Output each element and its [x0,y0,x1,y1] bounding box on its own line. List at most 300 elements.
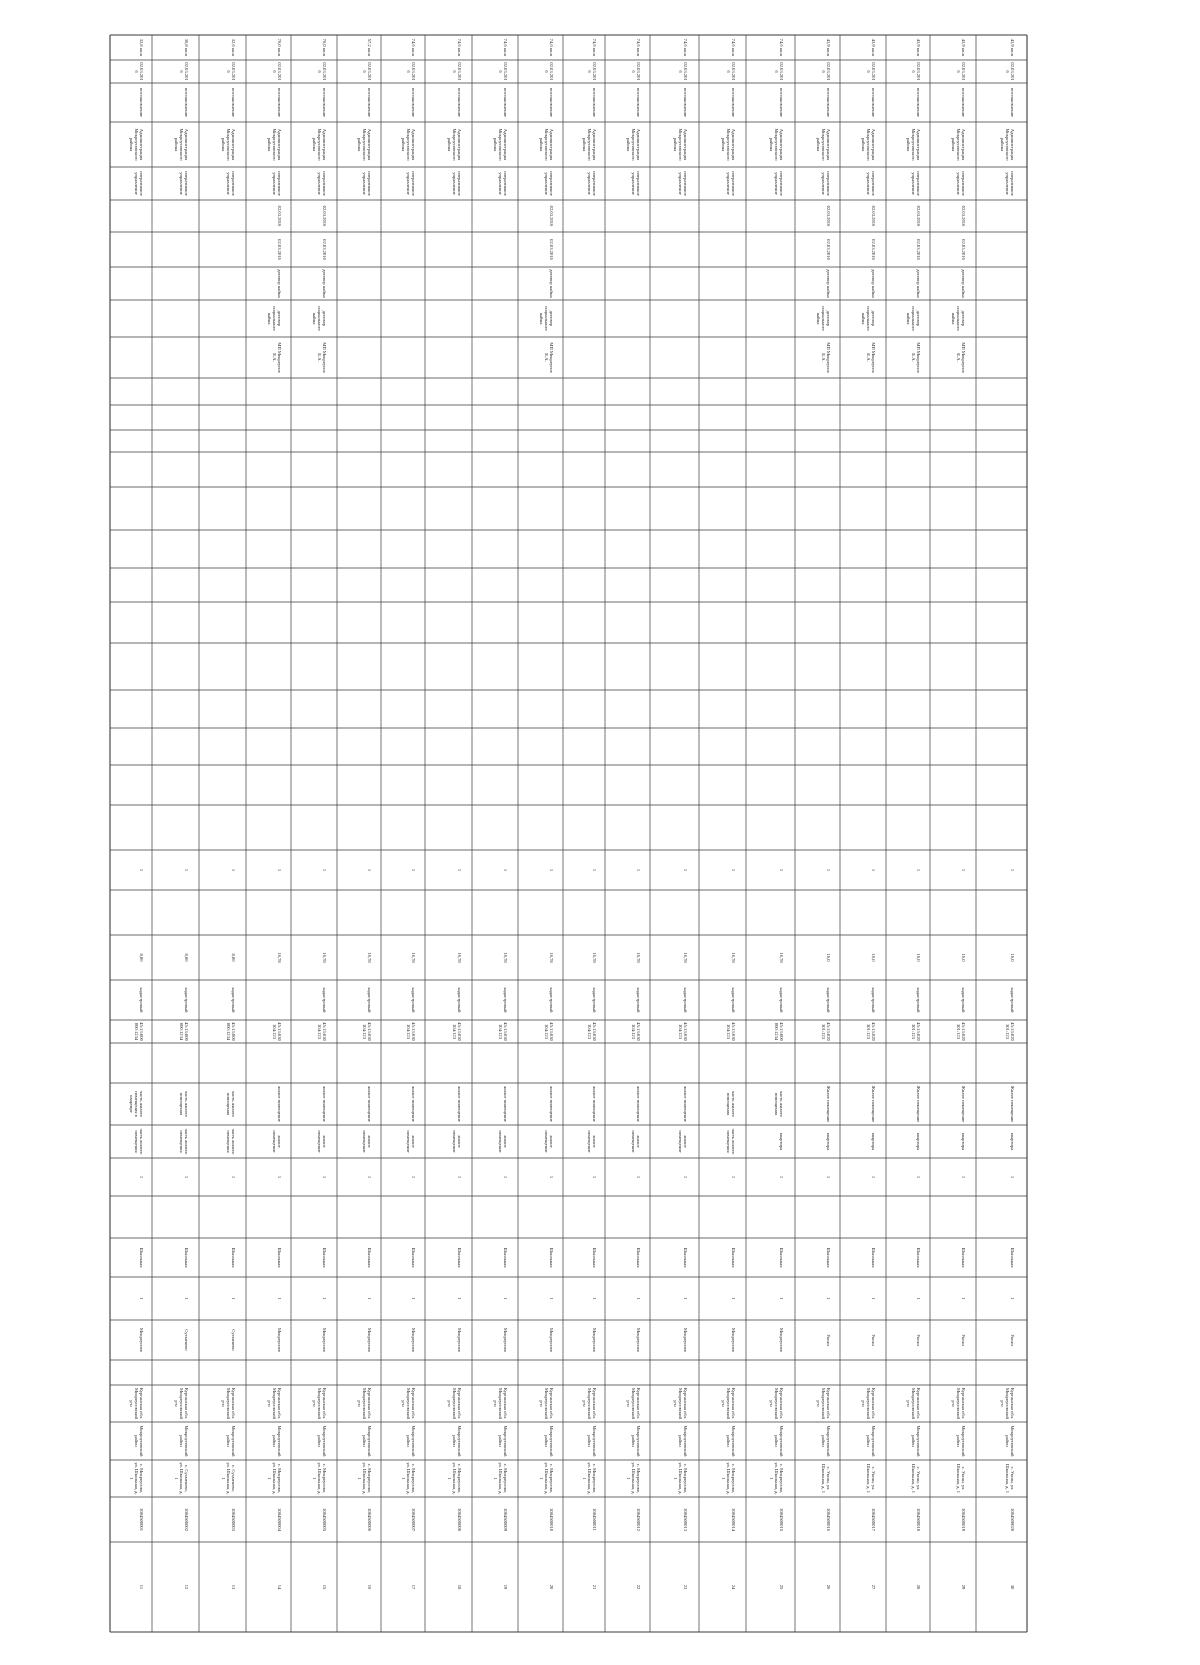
cell-cad-number: 45:13:030104:123 [498,1022,508,1041]
cell-purpose: часть жилого помещения в квартире [129,1091,144,1117]
cell-date: 02.03.2016 [362,62,372,81]
cell-right: оперативное управление [271,171,282,196]
cell-object: часть жилого помещения [134,1128,144,1155]
cell-full-address: с. Мокроусово, ул. Школьная, д. 1 [625,1462,641,1495]
cell-right: оперативное управление [362,171,372,196]
cell-settlement: Сухменево [230,1329,236,1351]
cell-full-address: с. Мокроусово, ул. Школьная, д. 1 [312,1462,327,1495]
cell-street: Школьная [825,1247,831,1268]
cell-date: 02.03.2016 [820,62,831,81]
cell-basis: постановление [411,87,416,118]
cell-settlement: Мокроусово [456,1328,462,1352]
cell-holder: Администрация Мокроусовского района [220,128,236,161]
cell-reg-number: 1084500019 [961,1508,966,1531]
cell-right: оперативное управление [677,171,688,196]
cell-purpose: жилое помещение [503,1086,508,1122]
cell-basis: постановление [183,87,189,118]
cell-value: 16,78 [322,952,327,963]
cell-region: Мокроусовский район [134,1425,144,1457]
cell-reg-number: 1084500002 [183,1508,189,1531]
cell-value: 16,0 [1009,953,1015,962]
cell-enc-doc: договор социального найма [951,306,966,331]
cell-full-address: с. Мокроусово, ул. Школьная, д. 1 [720,1462,736,1495]
cell-house: 1 [682,1297,688,1300]
cell-area: 74,6 кв.м [778,38,784,57]
cell-enc-doc: договор социального найма [815,306,831,331]
cell-enc-person: МП Мокроусов Е.А. [956,342,966,373]
cell-apt: 1 [411,1175,416,1179]
cell-floor: 1 [1009,868,1015,872]
cell-street: Школьная [682,1247,688,1268]
cell-right: оперативное управление [1004,171,1015,196]
cell-enc-person: МП Мокроусов Е.А. [820,342,831,373]
cell-holder: Администрация Мокроусовского района [999,128,1015,161]
cell-object: жилое помещение [498,1130,508,1153]
cell-row-number: 16 [367,1584,372,1590]
cell-basis: постановление [730,87,736,118]
cell-address: Курганская обл. Мокроусовский р-н [357,1387,372,1420]
cell-enc-type: договор найма [916,269,921,298]
cell-date: 02.03.2016 [498,62,508,81]
cell-street: Школьная [1009,1247,1015,1268]
cell-enc-date2: 02.03.2016 [961,239,966,260]
cell-enc-date: 02.03.2016 [548,205,554,227]
cell-right: оперативное управление [820,171,831,196]
cell-cad-status: кадастровый [825,987,831,1013]
cell-value: 16,78 [548,952,554,963]
cell-floor: 1 [635,868,641,872]
cell-apt: 1 [139,1175,144,1179]
cell-house: 1 [825,1297,831,1300]
cell-cad-number: 45:13:030104:123 [406,1022,416,1041]
cell-street: Школьная [961,1247,966,1268]
cell-row-number: 15 [322,1584,327,1590]
cell-house: 1 [503,1297,508,1300]
cell-purpose: жилое помещение [592,1086,597,1122]
cell-reg-number: 1084500020 [1009,1508,1015,1531]
cell-cad-status: кадастровый [367,987,372,1013]
cell-date: 02.03.2016 [956,62,966,81]
cell-holder: Администрация Мокроусовского района [401,128,416,161]
cell-reg-number: 1084500013 [682,1508,688,1531]
cell-cad-status: кадастровый [635,987,641,1013]
cell-floor: 1 [825,868,831,872]
cell-area: 43,9 кв.м [916,38,921,57]
cell-cad-status: кадастровый [503,987,508,1013]
cell-apt: 1 [503,1175,508,1179]
cell-floor: 1 [916,868,921,872]
cell-object: квартира [1009,1132,1015,1151]
cell-cad-status: кадастровый [183,987,189,1013]
cell-cad-number: 45:13:030104:123 [725,1022,736,1041]
cell-object: квартира [778,1132,784,1151]
cell-cad-status: кадастровый [730,987,736,1013]
cell-settlement: Уксян [961,1334,966,1346]
cell-region: Мокроусовский район [677,1425,688,1457]
cell-settlement: Мокроусово [548,1328,554,1352]
cell-settlement: Уксян [871,1334,876,1346]
cell-house: 1 [730,1297,736,1300]
cell-purpose: жилое помещение [322,1086,327,1122]
cell-cad-number: 45:13:030104:123 [362,1022,372,1041]
cell-address: Курганская обл. Мокроусовский р-н [768,1387,784,1420]
cell-holder: Администрация Мокроусовского района [768,128,784,161]
cell-full-address: с. Сухменево, ул. Школьная, д. 1 [220,1462,236,1495]
cell-full-address: с. Мокроусово, ул. Школьная, д. 1 [446,1462,462,1495]
cell-row-number: 14 [276,1584,282,1590]
cell-date: 02.03.2016 [543,62,554,81]
cell-address: Курганская обл. Мокроусовский р-н [672,1387,688,1420]
cell-settlement: Мокроусово [276,1328,282,1352]
cell-purpose: жилое помещение [367,1086,372,1122]
cell-date: 02.03.2016 [225,62,236,81]
cell-address: Курганская обл. Мокроусовский р-н [493,1387,508,1420]
cell-street: Школьная [503,1247,508,1268]
cell-value: 16,78 [778,952,784,963]
cell-enc-doc: договор социального найма [312,306,327,331]
cell-cad-status: кадастровый [322,987,327,1013]
cell-address: Курганская обл. Мокроусовский р-н [220,1387,236,1420]
cell-apt: 1 [916,1175,921,1179]
cell-date: 02.03.2016 [271,62,282,81]
cell-cad-number: 45:13:020301:123 [911,1022,921,1041]
cell-cad-number: 45:13:030104:123 [587,1022,597,1041]
cell-area: 32,8 кв.м [139,38,144,57]
cell-floor: 1 [276,868,282,872]
cell-address: Курганская обл. Мокроусовский р-н [625,1387,641,1420]
cell-area: 43,9 кв.м [961,38,966,57]
cell-full-address: с. Мокроусово, ул. Школьная, д. 1 [401,1462,416,1495]
cell-holder: Администрация Мокроусовского района [129,128,144,161]
cell-basis: постановление [871,87,876,118]
cell-address: Курганская обл. Мокроусовский р-н [720,1387,736,1420]
cell-basis: постановление [456,87,462,118]
cell-cad-number: 45:13:020301:123 [1004,1022,1015,1041]
cell-row-number: 27 [871,1584,876,1590]
cell-apt: 1 [778,1175,784,1179]
cell-cad-status: кадастровый [961,987,966,1013]
cell-settlement: Мокроусово [322,1328,327,1352]
cell-object: квартира [916,1132,921,1151]
cell-object: жилое помещение [271,1130,282,1153]
cell-purpose: Жилое помещение [825,1085,831,1123]
cell-holder: Администрация Мокроусовского района [861,128,876,161]
cell-settlement: Уксян [916,1334,921,1346]
cell-apt: 1 [367,1175,372,1179]
cell-settlement: Мокроусово [411,1328,416,1352]
cell-basis: постановление [230,87,236,118]
cell-right: оперативное управление [866,171,876,196]
cell-date: 02.03.2016 [866,62,876,81]
cell-street: Школьная [230,1247,236,1268]
cell-purpose: часть жилого помещения [725,1091,736,1117]
cell-cad-number: 45:13:030104:123 [317,1022,327,1041]
cell-floor: 1 [367,868,372,872]
cell-right: оперативное управление [630,171,641,196]
cell-cad-status: кадастровый [230,987,236,1013]
cell-address: Курганская обл. Мокроусовский р-н [129,1387,144,1420]
cell-right: оперативное управление [543,171,554,196]
cell-enc-date2: 02.03.2016 [322,239,327,260]
cell-right: оперативное управление [911,171,921,196]
cell-date: 02.03.2016 [773,62,784,81]
cell-value: 16,78 [276,952,282,963]
cell-purpose: Жилое помещение [961,1085,966,1123]
cell-full-address: с. Мокроусово, ул. Школьная, д. 1 [266,1462,282,1495]
cell-purpose: часть жилого помещения [178,1091,189,1117]
cell-right: оперативное управление [406,171,416,196]
cell-house: 1 [778,1297,784,1300]
cell-floor: 1 [139,868,144,872]
cell-address: Курганская обл. Мокроусовский р-н [815,1387,831,1420]
cell-region: Мокроусовский район [451,1425,462,1457]
cell-value: 16,0 [871,953,876,962]
cell-enc-person: МП Мокроусов Е.А. [866,342,876,373]
cell-row-number: 25 [778,1584,784,1590]
cell-street: Школьная [367,1247,372,1268]
cell-row-number: 30 [1009,1584,1015,1590]
cell-house: 1 [871,1297,876,1300]
cell-settlement: Мокроусово [682,1328,688,1352]
cell-holder: Администрация Мокроусовского района [493,128,508,161]
cell-basis: постановление [322,87,327,118]
cell-cad-status: кадастровый [411,987,416,1013]
cell-object: жилое помещение [630,1130,641,1153]
cell-basis: постановление [825,87,831,118]
cell-street: Школьная [276,1247,282,1268]
cell-region: Мокроусовский район [820,1425,831,1457]
cell-region: Мокроусовский район [225,1425,236,1457]
cell-reg-number: 1084500017 [871,1508,876,1531]
cell-area: 36,8 кв.м [183,38,189,57]
cell-date: 02.03.2016 [911,62,921,81]
cell-holder: Администрация Мокроусовского района [538,128,554,161]
cell-enc-date: 02.03.2016 [916,205,921,227]
cell-apt: 1 [456,1175,462,1179]
cell-date: 02.03.2016 [451,62,462,81]
cell-full-address: с. Уксян, ул. Школьная, д. 1 [911,1463,921,1494]
cell-house: 1 [1009,1297,1015,1300]
cell-enc-date2: 02.03.2016 [825,239,831,260]
cell-value: 16,0 [961,953,966,962]
cell-row-number: 20 [548,1584,554,1590]
cell-value: 16,78 [682,952,688,963]
cell-enc-type: договор найма [825,269,831,298]
cell-holder: Администрация Мокроусовского района [357,128,372,161]
cell-cad-number: 45:13:020301:123 [956,1022,966,1041]
cell-reg-number: 1084500005 [322,1508,327,1531]
cell-enc-type: договор найма [276,269,282,298]
cell-house: 1 [592,1297,597,1300]
cell-reg-number: 1084500016 [825,1508,831,1531]
cell-street: Школьная [778,1247,784,1268]
cell-value: 16,78 [503,952,508,963]
cell-settlement: Уксян [825,1334,831,1346]
cell-street: Школьная [183,1247,189,1268]
cell-basis: постановление [592,87,597,118]
cell-street: Школьная [411,1247,416,1268]
cell-settlement: Мокроусово [635,1328,641,1352]
cell-basis: постановление [276,87,282,118]
cell-value: 16,78 [635,952,641,963]
cell-value: 16,0 [916,953,921,962]
cell-row-number: 23 [682,1584,688,1590]
cell-cad-number: 45:13:030104:123 [271,1022,282,1041]
cell-street: Школьная [730,1247,736,1268]
cell-floor: 1 [682,868,688,872]
cell-full-address: с. Уксян, ул. Школьная, д. 1 [1004,1463,1015,1494]
cell-full-address: с. Мокроусово, ул. Школьная, д. 1 [129,1462,144,1495]
cell-row-number: 21 [592,1584,597,1590]
cell-basis: постановление [367,87,372,118]
cell-region: Мокроусовский район [911,1425,921,1457]
cell-reg-number: 1084500015 [778,1508,784,1531]
cell-holder: Администрация Мокроусовского района [951,128,966,161]
cell-cad-status: кадастровый [778,987,784,1013]
cell-holder: Администрация Мокроусовского района [720,128,736,161]
cell-cad-status: кадастровый [139,987,144,1013]
cell-row-number: 22 [635,1584,641,1590]
cell-floor: 1 [456,868,462,872]
cell-area: 74,6 кв.м [411,38,416,57]
cell-region: Мокроусовский район [1004,1425,1015,1457]
cell-holder: Администрация Мокроусовского района [625,128,641,161]
cell-basis: постановление [916,87,921,118]
cell-row-number: 29 [961,1584,966,1590]
cell-row-number: 19 [503,1584,508,1590]
cell-region: Мокроусовский район [630,1425,641,1457]
cell-reg-number: 1084500004 [276,1508,282,1531]
cell-basis: постановление [635,87,641,118]
cell-enc-date2: 02.03.2016 [916,239,921,260]
cell-area: 43,9 кв.м [1009,38,1015,57]
cell-date: 02.03.2016 [317,62,327,81]
cell-object: жилое помещение [406,1130,416,1153]
cell-area: 43,9 кв.м [871,38,876,57]
cell-right: оперативное управление [225,171,236,196]
cell-purpose: жилое помещение [635,1086,641,1122]
cell-street: Школьная [322,1247,327,1268]
cell-basis: постановление [548,87,554,118]
cell-area: 74,6 кв.м [548,38,554,57]
cell-cad-status: кадастровый [682,987,688,1013]
cell-full-address: с. Уксян, ул. Школьная, д. 1 [956,1463,966,1494]
cell-address: Курганская обл. Мокроусовский р-н [312,1387,327,1420]
cell-holder: Администрация Мокроусовского района [173,128,189,161]
cell-enc-date: 02.03.2016 [825,205,831,227]
cell-date: 02.03.2016 [630,62,641,81]
cell-house: 1 [916,1297,921,1300]
cell-row-number: 28 [916,1584,921,1590]
cell-cad-number: 45:13:000000:1234 [225,1022,236,1041]
cell-apt: 1 [730,1175,736,1179]
cell-value: 16,78 [592,952,597,963]
cell-full-address: с. Мокроусово, ул. Школьная, д. 1 [582,1462,597,1495]
cell-region: Мокроусовский район [773,1425,784,1457]
cell-purpose: часть жилого помещения [773,1091,784,1117]
cell-date: 02.03.2016 [134,62,144,81]
cell-object: жилое помещение [317,1130,327,1153]
cell-value: 8,86 [139,953,144,962]
cell-basis: постановление [1009,87,1015,118]
cell-settlement: Мокроусово [139,1328,144,1352]
cell-object: жилое помещение [362,1130,372,1153]
cell-row-number: 18 [456,1584,462,1590]
cell-area: 74,6 кв.м [456,38,462,57]
cell-object: квартира [871,1132,876,1151]
cell-purpose: жилое помещение [456,1086,462,1122]
cell-enc-date2: 02.03.2016 [548,239,554,260]
cell-house: 1 [456,1297,462,1300]
cell-region: Мокроусовский район [866,1425,876,1457]
cell-house: 1 [322,1297,327,1300]
cell-area: 43,9 кв.м [825,38,831,57]
cell-reg-number: 1084500008 [456,1508,462,1531]
cell-purpose: жилое помещение [276,1086,282,1122]
cell-region: Мокроусовский район [317,1425,327,1457]
cell-house: 1 [230,1297,236,1300]
cell-enc-doc: договор социального найма [266,306,282,331]
cell-basis: постановление [139,87,144,118]
cell-full-address: с. Мокроусово, ул. Школьная, д. 1 [538,1462,554,1495]
cell-cad-number: 45:13:030104:123 [677,1022,688,1041]
cell-floor: 1 [503,868,508,872]
cell-right: оперативное управление [587,171,597,196]
cell-area: 32,6 кв.м [230,38,236,57]
cell-cad-number: 45:13:020301:123 [820,1022,831,1041]
cell-value: 16,78 [456,952,462,963]
cell-address: Курганская обл. Мокроусовский р-н [951,1387,966,1420]
cell-house: 1 [961,1297,966,1300]
cell-enc-person: МП Мокроусов Е.А. [317,342,327,373]
cell-cad-status: кадастровый [548,987,554,1013]
cell-date: 02.03.2016 [178,62,189,81]
cell-area: 76,0 кв.м [276,38,282,57]
cell-street: Школьная [916,1247,921,1268]
cell-area: 74,6 кв.м [503,38,508,57]
cell-floor: 1 [230,868,236,872]
cell-apt: 1 [825,1175,831,1179]
cell-value: 16,78 [411,952,416,963]
cell-area: 74,6 кв.м [730,38,736,57]
cell-object: часть жилого помещения [178,1128,189,1155]
cell-settlement: Уксян [1009,1334,1015,1346]
cell-settlement: Мокроусово [592,1328,597,1352]
cell-date: 02.03.2016 [725,62,736,81]
cell-area: 76,0 кв.м [322,38,327,57]
cell-row-number: 13 [230,1584,236,1590]
cell-cad-number: 45:13:000000:1234 [178,1022,189,1041]
cell-house: 1 [276,1297,282,1300]
cell-address: Курганская обл. Мокроусовский р-н [582,1387,597,1420]
cell-purpose: Жилое помещение [1009,1085,1015,1123]
cell-enc-type: договор найма [322,269,327,298]
cell-enc-person: МП Мокроусов Е.А. [911,342,921,373]
cell-street: Школьная [871,1247,876,1268]
cell-address: Курганская обл. Мокроусовский р-н [401,1387,416,1420]
cell-right: оперативное управление [725,171,736,196]
cell-floor: 1 [322,868,327,872]
cell-reg-number: 1084500007 [411,1508,416,1531]
cell-floor: 1 [871,868,876,872]
cell-right: оперативное управление [178,171,189,196]
cell-right: оперативное управление [773,171,784,196]
cell-cad-status: кадастровый [916,987,921,1013]
cell-address: Курганская обл. Мокроусовский р-н [446,1387,462,1420]
cell-apt: 1 [592,1175,597,1179]
cell-apt: 1 [230,1175,236,1179]
cell-right: оперативное управление [956,171,966,196]
